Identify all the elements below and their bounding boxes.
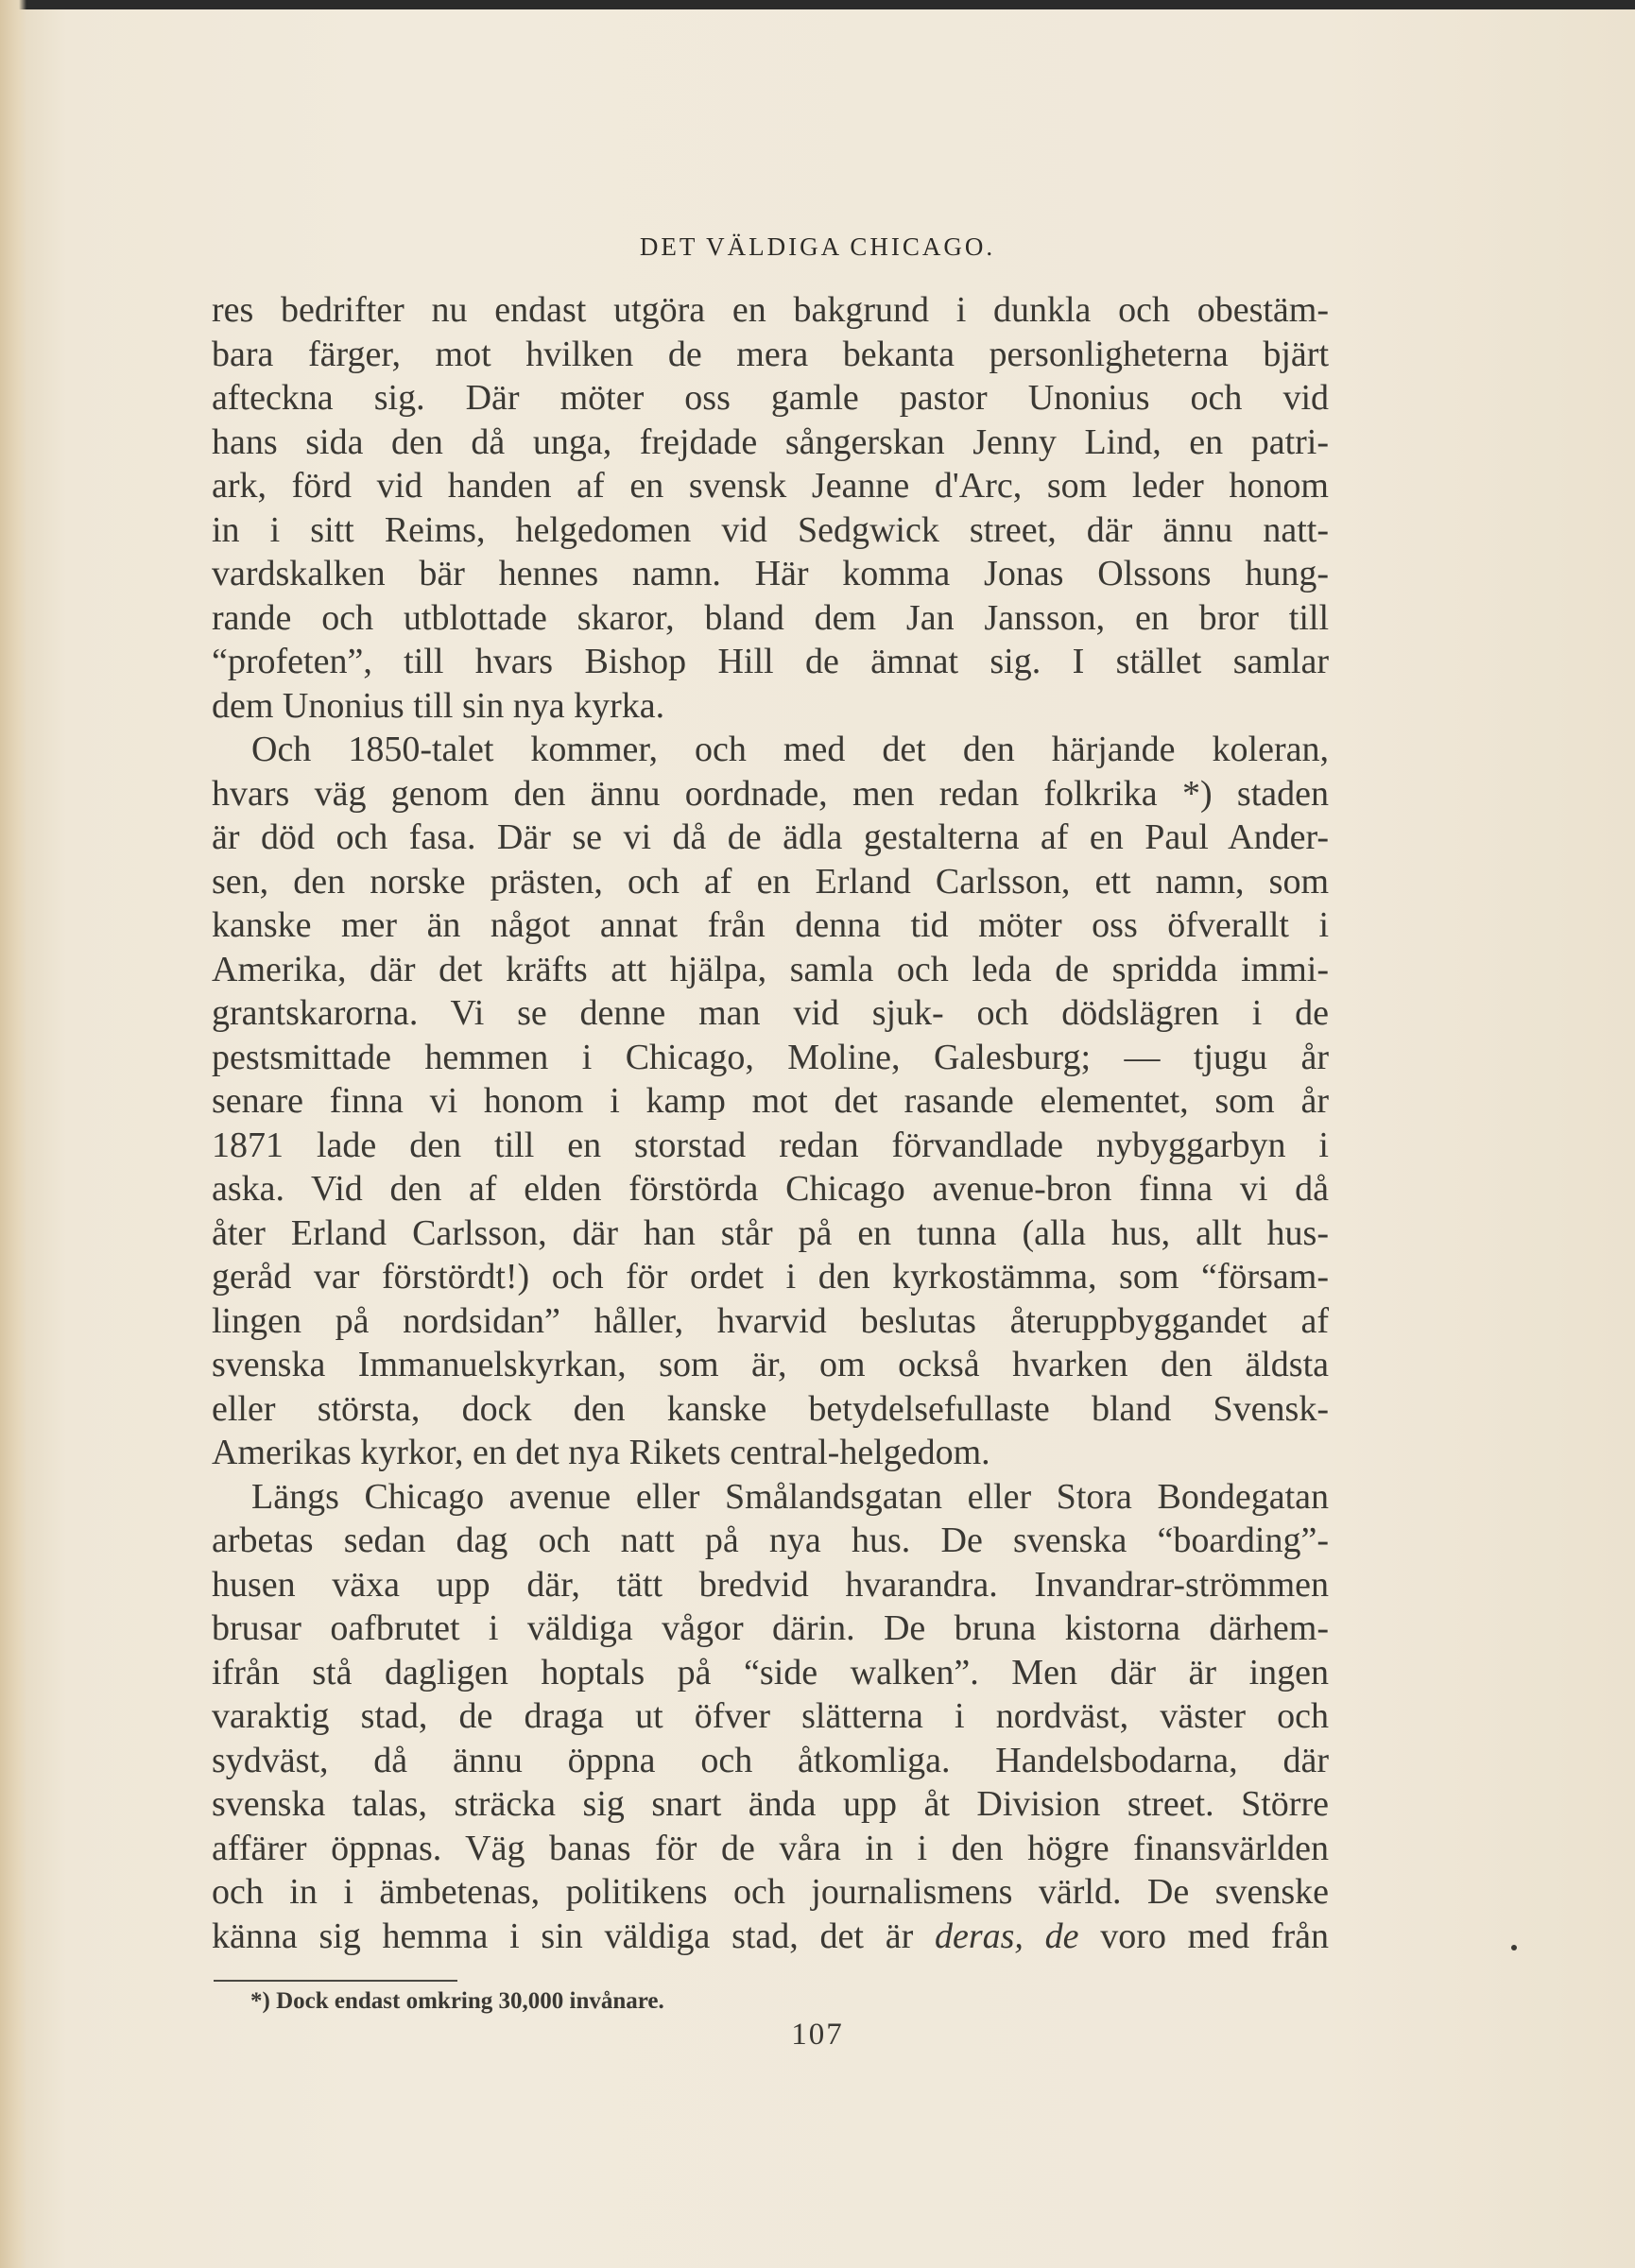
text-line: affärer öppnas. Väg banas för de våra in i den högre finansvärlden [212, 1828, 1329, 1868]
text-line: lingen på nordsidan” håller, hvarvid beslutas återuppbyggandet af [212, 1300, 1329, 1341]
text-line: Amerika, där det kräfts att hjälpa, samla och leda de spridda immi- [212, 949, 1329, 989]
text-line: svenska Immanuelskyrkan, som är, om också hvarken den äldsta [212, 1345, 1329, 1384]
text-line: sen, den norske prästen, och af en Erland Carlsson, ett namn, som [212, 861, 1329, 902]
italic-text-run: deras, [934, 1916, 1024, 1956]
ink-speck [1511, 1945, 1517, 1950]
text-line: är död och fasa. Där se vi då de ädla gestalterna af en Paul Ander- [212, 817, 1329, 857]
text-line: bara färger, mot hvilken de mera bekanta personligheterna bjärt [212, 334, 1329, 374]
text-run: känna sig hemma i sin väldiga stad, det är [212, 1916, 914, 1956]
text-line: varaktig stad, de draga ut öfver slätterna i nordväst, väster och [212, 1696, 1329, 1736]
text-line: Amerikas kyrkor, en det nya Rikets central-helgedom. [212, 1433, 990, 1472]
running-head: DET VÄLDIGA CHICAGO. [639, 232, 996, 261]
text-line: pestsmittade hemmen i Chicago, Moline, Galesburg; — tjugu år [212, 1037, 1329, 1077]
text-line: och in i ämbetenas, politikens och journalismens värld. De svenske [212, 1872, 1329, 1912]
italic-text-run: de [1044, 1916, 1079, 1956]
text-line: rande och utblottade skaror, bland dem Jan Jansson, en bror till [212, 597, 1329, 638]
text-line: arbetas sedan dag och natt på nya hus. De svenska “boarding”- [212, 1521, 1329, 1560]
text-line: vardskalken bär hennes namn. Här komma Jonas Olssons hung- [212, 554, 1329, 593]
text-line: geråd var förstördt!) och för ordet i den kyrkostämma, som “försam- [212, 1257, 1329, 1297]
text-line: Längs Chicago avenue eller Smålandsgatan eller Stora Bondegatan [251, 1476, 1329, 1517]
text-line: åter Erland Carlsson, där han står på en tunna (alla hus, allt hus- [212, 1212, 1329, 1253]
text-line: senare finna vi honom i kamp mot det rasande elementet, som år [212, 1081, 1329, 1121]
text-line: ifrån stå dagligen hoptals på “side walken”. Men där är ingen [212, 1652, 1329, 1692]
body-text [212, 288, 1329, 1958]
footnote: *) Dock endast omkring 30,000 invånare. [250, 1988, 664, 2014]
page-number: 107 [791, 2018, 844, 2052]
scan-top-edge [9, 0, 1635, 9]
text-line: kanske mer än något annat från denna tid möter oss öfverallt i [212, 905, 1329, 945]
text-run: voro med från [1100, 1916, 1330, 1956]
text-line: grantskarorna. Vi se denne man vid sjuk- och dödslägren i de [212, 993, 1329, 1033]
text-line: “profeten”, till hvars Bishop Hill de ämnat sig. I stället samlar [212, 642, 1329, 681]
text-line: husen växa upp där, tätt bredvid hvarandra. Invandrar-strömmen [212, 1564, 1329, 1605]
text-line: hans sida den då unga, frejdade sångerskan Jenny Lind, en patri- [212, 421, 1329, 462]
text-line: svenska talas, sträcka sig snart ända upp åt Division street. Större [212, 1784, 1329, 1824]
text-line: aska. Vid den af elden förstörda Chicago avenue-bron finna vi då [212, 1169, 1329, 1209]
text-line: dem Unonius till sin nya kyrka. [212, 685, 665, 726]
text-line: 1871 lade den till en storstad redan förvandlade nybyggarbyn i [212, 1125, 1329, 1165]
text-line: eller största, dock den kanske betydelsefullaste bland Svensk- [212, 1388, 1329, 1429]
text-line: sydväst, då ännu öppna och åtkomliga. Handelsbodarna, där [212, 1740, 1329, 1780]
text-line: afteckna sig. Där möter oss gamle pastor Unonius och vid [212, 378, 1329, 418]
text-line: hvars väg genom den ännu oordnade, men redan folkrika *) staden [212, 773, 1329, 814]
footnote-rule [214, 1980, 457, 1982]
text-line [212, 1915, 1329, 1959]
text-line: brusar oafbrutet i väldiga vågor därin. De bruna kistorna därhem- [212, 1608, 1329, 1648]
text-line: Och 1850-talet kommer, och med det den härjande koleran, [251, 730, 1329, 769]
text-line: ark, förd vid handen af en svensk Jeanne d'Arc, som leder honom [212, 466, 1329, 506]
text-line: in i sitt Reims, helgedomen vid Sedgwick street, där ännu natt- [212, 509, 1329, 550]
text-line: res bedrifter nu endast utgöra en bakgrund i dunkla och obestäm- [212, 290, 1329, 330]
page-binding-edge [0, 0, 26, 2268]
